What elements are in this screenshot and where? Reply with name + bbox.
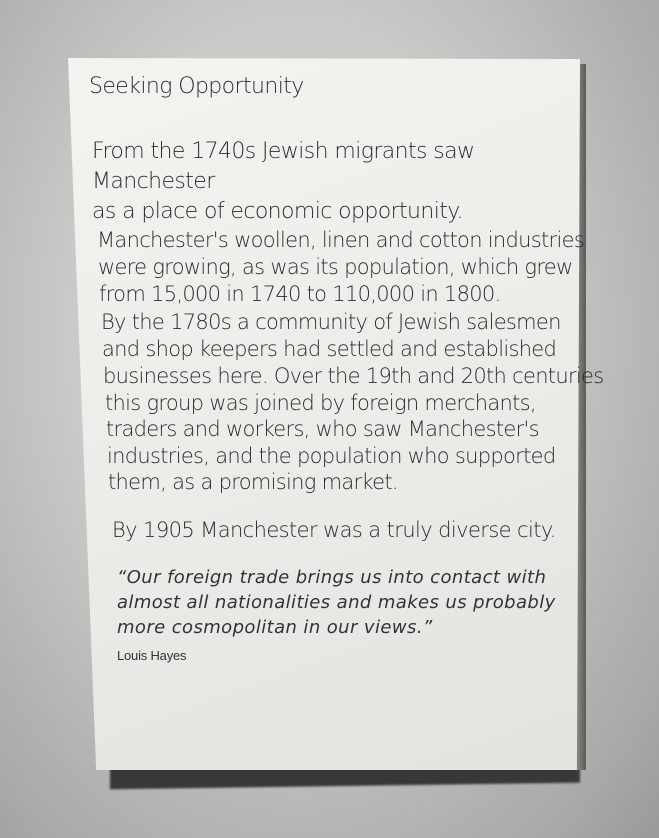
body-line: businesses here. Over the 19th and 20th centuries bbox=[103, 364, 604, 388]
quote-attribution: Louis Hayes bbox=[117, 648, 187, 663]
body-line: Manchester's woollen, linen and cotton industries bbox=[97, 228, 585, 252]
closing-statement: By 1905 Manchester was a truly diverse city. bbox=[112, 518, 556, 542]
body-line: this group was joined by foreign merchants, bbox=[105, 391, 536, 415]
body-line: traders and workers, who saw Manchester's bbox=[106, 417, 539, 441]
body-line: from 15,000 in 1740 to 110,000 in 1800. bbox=[99, 282, 501, 306]
body-line: them, as a promising market. bbox=[108, 470, 398, 494]
panel-title: Seeking Opportunity bbox=[89, 74, 304, 99]
body-line: industries, and the population who supported bbox=[107, 444, 556, 468]
intro-paragraph: From the 1740s Jewish migrants saw Manchester as a place of economic opportunity. bbox=[92, 139, 475, 224]
body-line: and shop keepers had settled and established bbox=[102, 337, 557, 361]
body-line: were growing, as was its population, which grew bbox=[98, 255, 573, 279]
body-line: By the 1780s a community of Jewish salesmen bbox=[101, 310, 561, 334]
quote: “Our foreign trade brings us into contact with almost all nationalities and makes us probably more cosmopolitan in our views.” bbox=[117, 567, 556, 638]
